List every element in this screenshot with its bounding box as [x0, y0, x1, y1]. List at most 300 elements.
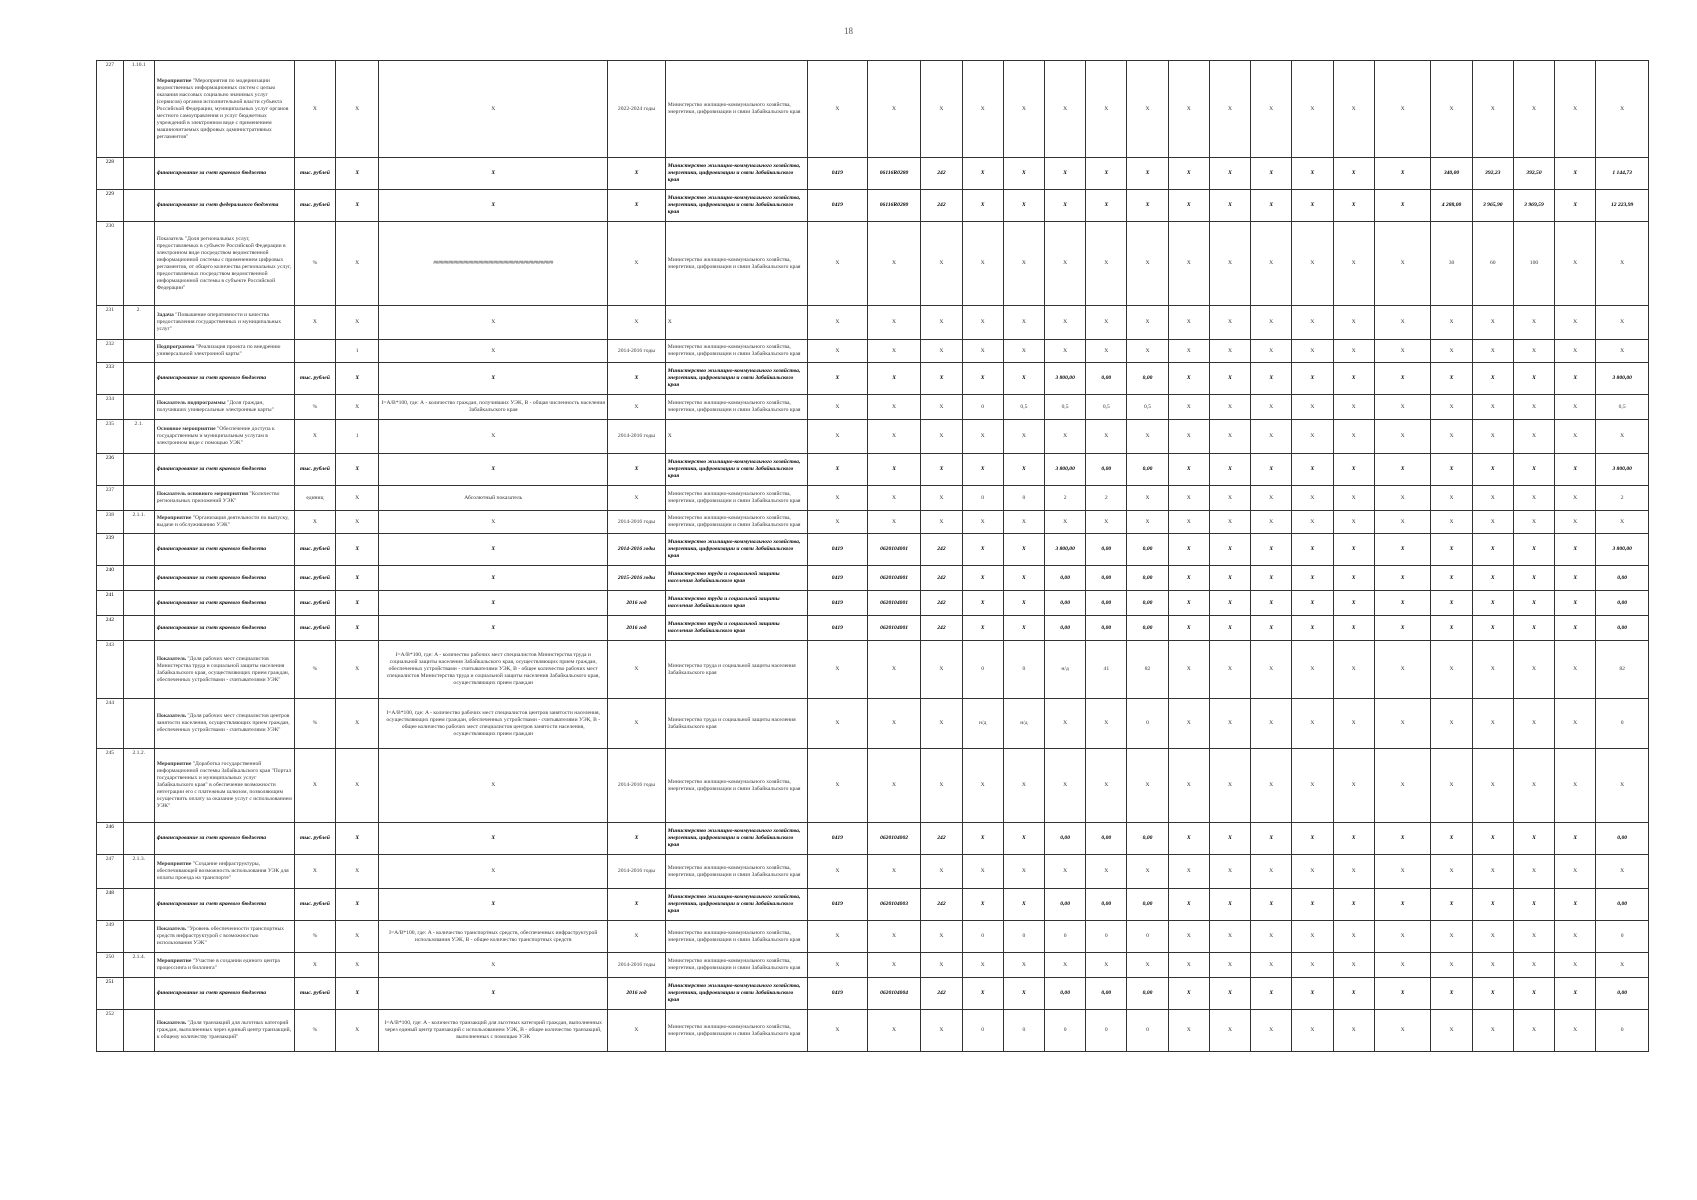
responsible-cell: Министерство жилищно-коммунального хозяйства, энергетики, цифровизации и связи Забайкальского края	[665, 340, 807, 363]
year-value-cell: X	[1513, 306, 1554, 340]
row-name-cell	[154, 749, 294, 823]
responsible-cell: Министерство труда и социальной защиты населения Забайкальского края	[665, 566, 807, 591]
row-name-text: финансирование за счет краевого бюджета	[156, 990, 267, 996]
year-value-cell: X	[1333, 591, 1374, 616]
year-value-cell: X	[1003, 454, 1044, 486]
row-number-cell: 230	[97, 222, 124, 306]
year-value-cell: X	[1513, 823, 1554, 855]
year-value-cell: X	[1003, 190, 1044, 222]
year-value-cell: X	[1333, 921, 1374, 953]
csr-code-cell: X	[867, 420, 921, 454]
grbs-code-cell: 0419	[808, 889, 868, 921]
unit-cell: тыс. рублей	[294, 889, 335, 921]
year-value-cell: X	[1333, 420, 1374, 454]
year-value-cell: X	[1333, 855, 1374, 889]
year-value-cell: X	[1251, 749, 1292, 823]
year-value-cell: X	[1209, 591, 1250, 616]
csr-code-cell: 06116R0280	[867, 190, 921, 222]
year-value-cell: X	[1251, 889, 1292, 921]
row-code-cell	[123, 534, 154, 566]
row-code-cell: 1.10.1	[123, 61, 154, 158]
year-value-cell: X	[1209, 420, 1250, 454]
table-row	[97, 889, 1649, 921]
year-value-cell: 0	[1003, 921, 1044, 953]
year-value-cell: X	[1209, 641, 1250, 699]
base-value-cell: X	[336, 855, 379, 889]
row-name-text: "Доля граждан, получивших универсальные электронные карты"	[156, 400, 274, 413]
year-value-cell: X	[1513, 454, 1554, 486]
period-cell: X	[608, 889, 666, 921]
vr-code-cell: X	[921, 306, 962, 340]
year-value-cell: X	[1513, 616, 1554, 641]
vr-code-cell: 242	[921, 823, 962, 855]
year-value-cell: X	[1472, 921, 1513, 953]
year-value-cell: X	[1209, 363, 1250, 395]
method-cell: I=A/B*100, где: A - количество рабочих мест специалистов центров занятости населения, осуществляющих прием граждан, обеспеченных устройствами - считывателями УЭК, B - общее количество рабочих мест специалистов центров занятости населения, осуществляющих прием граждан	[379, 699, 608, 749]
year-value-cell: X	[1292, 641, 1333, 699]
row-number-cell: 241	[97, 591, 124, 616]
row-kind-label: Мероприятие	[156, 515, 192, 521]
row-name-cell	[154, 395, 294, 420]
period-cell: X	[608, 363, 666, 395]
row-code-cell	[123, 363, 154, 395]
year-value-cell: X	[1431, 534, 1472, 566]
period-cell: X	[608, 1010, 666, 1052]
row-name-cell	[154, 641, 294, 699]
row-code-cell	[123, 889, 154, 921]
year-value-cell: X	[1555, 340, 1596, 363]
vr-code-cell: 242	[921, 591, 962, 616]
year-value-cell: X	[1003, 61, 1044, 158]
year-value-cell: 3 965,90	[1472, 190, 1513, 222]
year-value-cell: X	[1168, 641, 1209, 699]
year-value-cell: 0,00	[1127, 978, 1168, 1010]
year-value-cell: X	[1086, 158, 1127, 190]
year-value-cell: X	[1292, 699, 1333, 749]
year-value-cell: X	[1431, 486, 1472, 511]
year-value-cell: X	[1003, 978, 1044, 1010]
vr-code-cell: X	[921, 486, 962, 511]
year-value-cell: 0	[1086, 1010, 1127, 1052]
year-value-cell: 0	[1045, 921, 1086, 953]
year-value-cell: X	[1292, 823, 1333, 855]
table-row	[97, 340, 1649, 363]
unit-cell: %	[294, 921, 335, 953]
row-name-text: "Доля рабочих мест специалистов Министерства труда и социальной защиты населения Забайкальского края, осуществляющих прием граждан, обеспеченных устройствами - считывателями УЭК"	[156, 655, 290, 683]
csr-code-cell: X	[867, 641, 921, 699]
row-kind-label: Показатель	[156, 713, 186, 719]
row-code-cell: 2.1.4.	[123, 953, 154, 978]
year-value-cell: X	[1431, 699, 1472, 749]
year-value-cell: X	[1127, 855, 1168, 889]
year-value-cell: X	[1086, 340, 1127, 363]
year-value-cell: 0,00	[1086, 978, 1127, 1010]
year-value-cell: X	[1431, 921, 1472, 953]
unit-cell: %	[294, 222, 335, 306]
year-value-cell: X	[1431, 61, 1472, 158]
year-value-cell: X	[1513, 1010, 1554, 1052]
year-value-cell: X	[1209, 511, 1250, 534]
unit-cell: X	[294, 511, 335, 534]
csr-code-cell: X	[867, 511, 921, 534]
row-code-cell	[123, 616, 154, 641]
period-cell: X	[608, 190, 666, 222]
year-value-cell: X	[1251, 190, 1292, 222]
total-cell: X	[1596, 420, 1649, 454]
year-value-cell: X	[1292, 158, 1333, 190]
row-name-cell	[154, 699, 294, 749]
year-value-cell: X	[1045, 420, 1086, 454]
year-value-cell: 2	[1045, 486, 1086, 511]
year-value-cell: X	[1333, 395, 1374, 420]
row-code-cell	[123, 395, 154, 420]
method-cell: X	[379, 534, 608, 566]
year-value-cell: X	[1555, 749, 1596, 823]
unit-cell: X	[294, 420, 335, 454]
responsible-cell: X	[665, 306, 807, 340]
year-value-cell: X	[1431, 1010, 1472, 1052]
year-value-cell: X	[962, 420, 1003, 454]
year-value-cell: X	[1333, 566, 1374, 591]
year-value-cell: X	[1251, 158, 1292, 190]
year-value-cell: X	[1374, 222, 1431, 306]
table-row	[97, 823, 1649, 855]
row-code-cell	[123, 158, 154, 190]
year-value-cell: 0	[1127, 699, 1168, 749]
method-cell: X	[379, 420, 608, 454]
row-number-cell: 231	[97, 306, 124, 340]
year-value-cell: X	[962, 340, 1003, 363]
total-cell: X	[1596, 340, 1649, 363]
year-value-cell: X	[1168, 222, 1209, 306]
year-value-cell: 0	[962, 641, 1003, 699]
year-value-cell: X	[1086, 420, 1127, 454]
row-code-cell	[123, 1010, 154, 1052]
year-value-cell: 0	[1127, 921, 1168, 953]
year-value-cell: X	[1292, 534, 1333, 566]
method-cell: Абсолютный показатель	[379, 486, 608, 511]
year-value-cell: X	[1251, 855, 1292, 889]
grbs-code-cell: X	[808, 363, 868, 395]
csr-code-cell: 0620104003	[867, 889, 921, 921]
responsible-cell: Министерство жилищно-коммунального хозяйства, энергетики, цифровизации и связи Забайкальского края	[665, 921, 807, 953]
row-number-cell: 246	[97, 823, 124, 855]
year-value-cell: X	[1292, 855, 1333, 889]
row-name-cell	[154, 420, 294, 454]
year-value-cell: X	[962, 616, 1003, 641]
row-name-text: "Количество региональных приложений УЭК"	[156, 491, 280, 504]
row-code-cell: 2.1.1.	[123, 511, 154, 534]
year-value-cell: 0,00	[1127, 566, 1168, 591]
year-value-cell: X	[1003, 340, 1044, 363]
year-value-cell: X	[1209, 953, 1250, 978]
method-cell: X	[379, 749, 608, 823]
unit-cell: X	[294, 953, 335, 978]
year-value-cell: X	[1431, 978, 1472, 1010]
year-value-cell: X	[1209, 222, 1250, 306]
vr-code-cell: X	[921, 641, 962, 699]
grbs-code-cell: 0419	[808, 978, 868, 1010]
year-value-cell: X	[1374, 641, 1431, 699]
year-value-cell: 0,00	[1127, 454, 1168, 486]
year-value-cell: X	[1472, 889, 1513, 921]
year-value-cell: X	[1472, 340, 1513, 363]
table-row	[97, 190, 1649, 222]
year-value-cell: 0,00	[1127, 591, 1168, 616]
row-name-cell	[154, 222, 294, 306]
year-value-cell: 0,00	[1045, 889, 1086, 921]
csr-code-cell: 06116R0280	[867, 158, 921, 190]
year-value-cell: X	[1251, 486, 1292, 511]
year-value-cell: X	[1045, 61, 1086, 158]
year-value-cell: X	[1333, 978, 1374, 1010]
row-name-text: финансирование за счет краевого бюджета	[156, 466, 267, 472]
responsible-cell: Министерство труда и социальной защиты населения Забайкальского края	[665, 641, 807, 699]
table-row	[97, 953, 1649, 978]
year-value-cell: X	[1374, 395, 1431, 420]
row-name-text: "Участие в создании единого центра процессинга и биллинга"	[156, 958, 280, 971]
responsible-cell: Министерство жилищно-коммунального хозяйства, энергетики, цифровизации и связи Забайкальского края	[665, 511, 807, 534]
row-code-cell	[123, 340, 154, 363]
year-value-cell: X	[1168, 889, 1209, 921]
year-value-cell: X	[1209, 306, 1250, 340]
year-value-cell: X	[1292, 420, 1333, 454]
year-value-cell: X	[1374, 454, 1431, 486]
period-cell: 2016 год	[608, 978, 666, 1010]
row-code-cell	[123, 190, 154, 222]
csr-code-cell: X	[867, 340, 921, 363]
row-number-cell: 239	[97, 534, 124, 566]
year-value-cell: X	[1555, 978, 1596, 1010]
unit-cell: тыс. рублей	[294, 978, 335, 1010]
year-value-cell: X	[1003, 889, 1044, 921]
method-cell: X	[379, 61, 608, 158]
year-value-cell: X	[1431, 420, 1472, 454]
period-cell: X	[608, 486, 666, 511]
period-cell: 2016 год	[608, 591, 666, 616]
year-value-cell: X	[1555, 1010, 1596, 1052]
year-value-cell: 82	[1127, 641, 1168, 699]
year-value-cell: X	[1168, 855, 1209, 889]
row-code-cell: 2.1.	[123, 420, 154, 454]
year-value-cell: 0,00	[1045, 591, 1086, 616]
program-table	[96, 60, 1649, 1052]
total-cell: X	[1596, 511, 1649, 534]
year-value-cell: X	[1513, 420, 1554, 454]
row-number-cell: 251	[97, 978, 124, 1010]
year-value-cell: X	[1292, 222, 1333, 306]
year-value-cell: X	[1045, 340, 1086, 363]
year-value-cell: X	[962, 61, 1003, 158]
row-number-cell: 235	[97, 420, 124, 454]
responsible-cell: Министерство жилищно-коммунального хозяйства, энергетики, цифровизации и связи Забайкальского края	[665, 823, 807, 855]
row-name-text: финансирование за счет федерального бюджета	[156, 202, 279, 208]
vr-code-cell: X	[921, 699, 962, 749]
year-value-cell: X	[1209, 486, 1250, 511]
year-value-cell: X	[1513, 641, 1554, 699]
total-cell: 0,00	[1596, 889, 1649, 921]
year-value-cell: X	[1472, 534, 1513, 566]
year-value-cell: X	[1555, 641, 1596, 699]
year-value-cell: 0,5	[1045, 395, 1086, 420]
grbs-code-cell: X	[808, 699, 868, 749]
year-value-cell: X	[1251, 222, 1292, 306]
year-value-cell: X	[1209, 978, 1250, 1010]
row-name-text: "Повышение оперативности и качества предоставления государственных и муниципальных услуг"	[156, 312, 282, 332]
year-value-cell: X	[1127, 340, 1168, 363]
year-value-cell: 0,00	[1086, 534, 1127, 566]
year-value-cell: X	[1513, 363, 1554, 395]
period-cell: X	[608, 158, 666, 190]
year-value-cell: X	[1168, 511, 1209, 534]
row-code-cell	[123, 454, 154, 486]
year-value-cell: X	[1472, 486, 1513, 511]
row-name-cell	[154, 591, 294, 616]
year-value-cell: X	[1127, 511, 1168, 534]
row-number-cell: 248	[97, 889, 124, 921]
year-value-cell: X	[1209, 855, 1250, 889]
row-name-cell	[154, 306, 294, 340]
row-code-cell	[123, 978, 154, 1010]
year-value-cell: X	[1168, 190, 1209, 222]
year-value-cell: X	[1513, 591, 1554, 616]
year-value-cell: X	[1374, 978, 1431, 1010]
table-row	[97, 749, 1649, 823]
row-name-text: финансирование за счет краевого бюджета	[156, 546, 267, 552]
base-value-cell: X	[336, 222, 379, 306]
method-cell: X	[379, 511, 608, 534]
year-value-cell: X	[1374, 823, 1431, 855]
grbs-code-cell: X	[808, 855, 868, 889]
method-cell: X	[379, 616, 608, 641]
year-value-cell: X	[1555, 823, 1596, 855]
year-value-cell: X	[1431, 363, 1472, 395]
total-cell: 12 223,99	[1596, 190, 1649, 222]
base-value-cell: X	[336, 889, 379, 921]
year-value-cell: X	[1555, 953, 1596, 978]
row-code-cell	[123, 699, 154, 749]
year-value-cell: X	[1168, 616, 1209, 641]
year-value-cell: X	[1374, 190, 1431, 222]
year-value-cell: X	[962, 534, 1003, 566]
year-value-cell: X	[1374, 420, 1431, 454]
year-value-cell: X	[1292, 616, 1333, 641]
row-number-cell: 234	[97, 395, 124, 420]
year-value-cell: X	[1292, 340, 1333, 363]
row-name-text: финансирование за счет краевого бюджета	[156, 574, 267, 581]
year-value-cell: н/д	[1003, 699, 1044, 749]
table-row	[97, 591, 1649, 616]
year-value-cell: X	[1513, 534, 1554, 566]
row-code-cell	[123, 823, 154, 855]
year-value-cell: X	[1045, 222, 1086, 306]
year-value-cell: X	[1431, 306, 1472, 340]
year-value-cell: X	[1555, 511, 1596, 534]
year-value-cell: X	[1086, 511, 1127, 534]
year-value-cell: X	[1003, 566, 1044, 591]
table-row	[97, 1010, 1649, 1052]
responsible-cell: Министерство жилищно-коммунального хозяйства, энергетики, цифровизации и связи Забайкальского края	[665, 855, 807, 889]
responsible-cell: Министерство жилищно-коммунального хозяйства, энергетики, цифровизации и связи Забайкальского края	[665, 395, 807, 420]
year-value-cell: X	[1374, 889, 1431, 921]
vr-code-cell: X	[921, 855, 962, 889]
year-value-cell: X	[1555, 855, 1596, 889]
year-value-cell: X	[1168, 486, 1209, 511]
year-value-cell: X	[1431, 855, 1472, 889]
csr-code-cell: X	[867, 953, 921, 978]
year-value-cell: X	[1251, 534, 1292, 566]
vr-code-cell: 242	[921, 534, 962, 566]
year-value-cell: X	[962, 306, 1003, 340]
year-value-cell: X	[1431, 340, 1472, 363]
year-value-cell: X	[1374, 921, 1431, 953]
responsible-cell: Министерство жилищно-коммунального хозяйства, энергетики, цифровизации и связи Забайкальского края	[665, 158, 807, 190]
table-row	[97, 534, 1649, 566]
row-code-cell	[123, 222, 154, 306]
unit-cell: тыс. рублей	[294, 566, 335, 591]
year-value-cell: X	[1333, 454, 1374, 486]
year-value-cell: X	[1472, 953, 1513, 978]
row-name-cell	[154, 454, 294, 486]
year-value-cell: X	[1251, 363, 1292, 395]
base-value-cell: X	[336, 1010, 379, 1052]
vr-code-cell: 242	[921, 978, 962, 1010]
period-cell: 2014-2016 годы	[608, 340, 666, 363]
period-cell: X	[608, 921, 666, 953]
year-value-cell: 2	[1086, 486, 1127, 511]
base-value-cell: 1	[336, 340, 379, 363]
row-name-text: финансирование за счет краевого бюджета	[156, 599, 267, 606]
year-value-cell: X	[1168, 306, 1209, 340]
base-value-cell: X	[336, 978, 379, 1010]
vr-code-cell: 242	[921, 566, 962, 591]
csr-code-cell: 0620104001	[867, 616, 921, 641]
total-cell: 3 800,00	[1596, 363, 1649, 395]
period-cell: 2014-2016 годы	[608, 953, 666, 978]
unit-cell: тыс. рублей	[294, 363, 335, 395]
csr-code-cell: X	[867, 306, 921, 340]
year-value-cell: X	[1168, 953, 1209, 978]
year-value-cell: X	[1513, 340, 1554, 363]
row-name-cell	[154, 61, 294, 158]
year-value-cell: X	[1086, 190, 1127, 222]
year-value-cell: X	[1168, 420, 1209, 454]
vr-code-cell: 242	[921, 190, 962, 222]
csr-code-cell: 0620104001	[867, 534, 921, 566]
grbs-code-cell: X	[808, 340, 868, 363]
method-cell: X	[379, 190, 608, 222]
total-cell: X	[1596, 222, 1649, 306]
year-value-cell: X	[1292, 1010, 1333, 1052]
year-value-cell: 0,00	[1086, 566, 1127, 591]
year-value-cell: X	[1251, 420, 1292, 454]
row-kind-label: Подпрограмма	[156, 344, 195, 350]
row-number-cell: 250	[97, 953, 124, 978]
base-value-cell: X	[336, 61, 379, 158]
year-value-cell: X	[962, 953, 1003, 978]
table-row	[97, 616, 1649, 641]
row-name-text: "Реализация проекта по внедрению универсальной электронной карты"	[156, 344, 281, 357]
table-row	[97, 511, 1649, 534]
year-value-cell: 0,00	[1086, 363, 1127, 395]
year-value-cell: X	[1555, 486, 1596, 511]
table-row	[97, 699, 1649, 749]
year-value-cell: X	[1168, 978, 1209, 1010]
row-number-cell: 242	[97, 616, 124, 641]
table-row	[97, 855, 1649, 889]
year-value-cell: 41	[1086, 641, 1127, 699]
base-value-cell: X	[336, 591, 379, 616]
